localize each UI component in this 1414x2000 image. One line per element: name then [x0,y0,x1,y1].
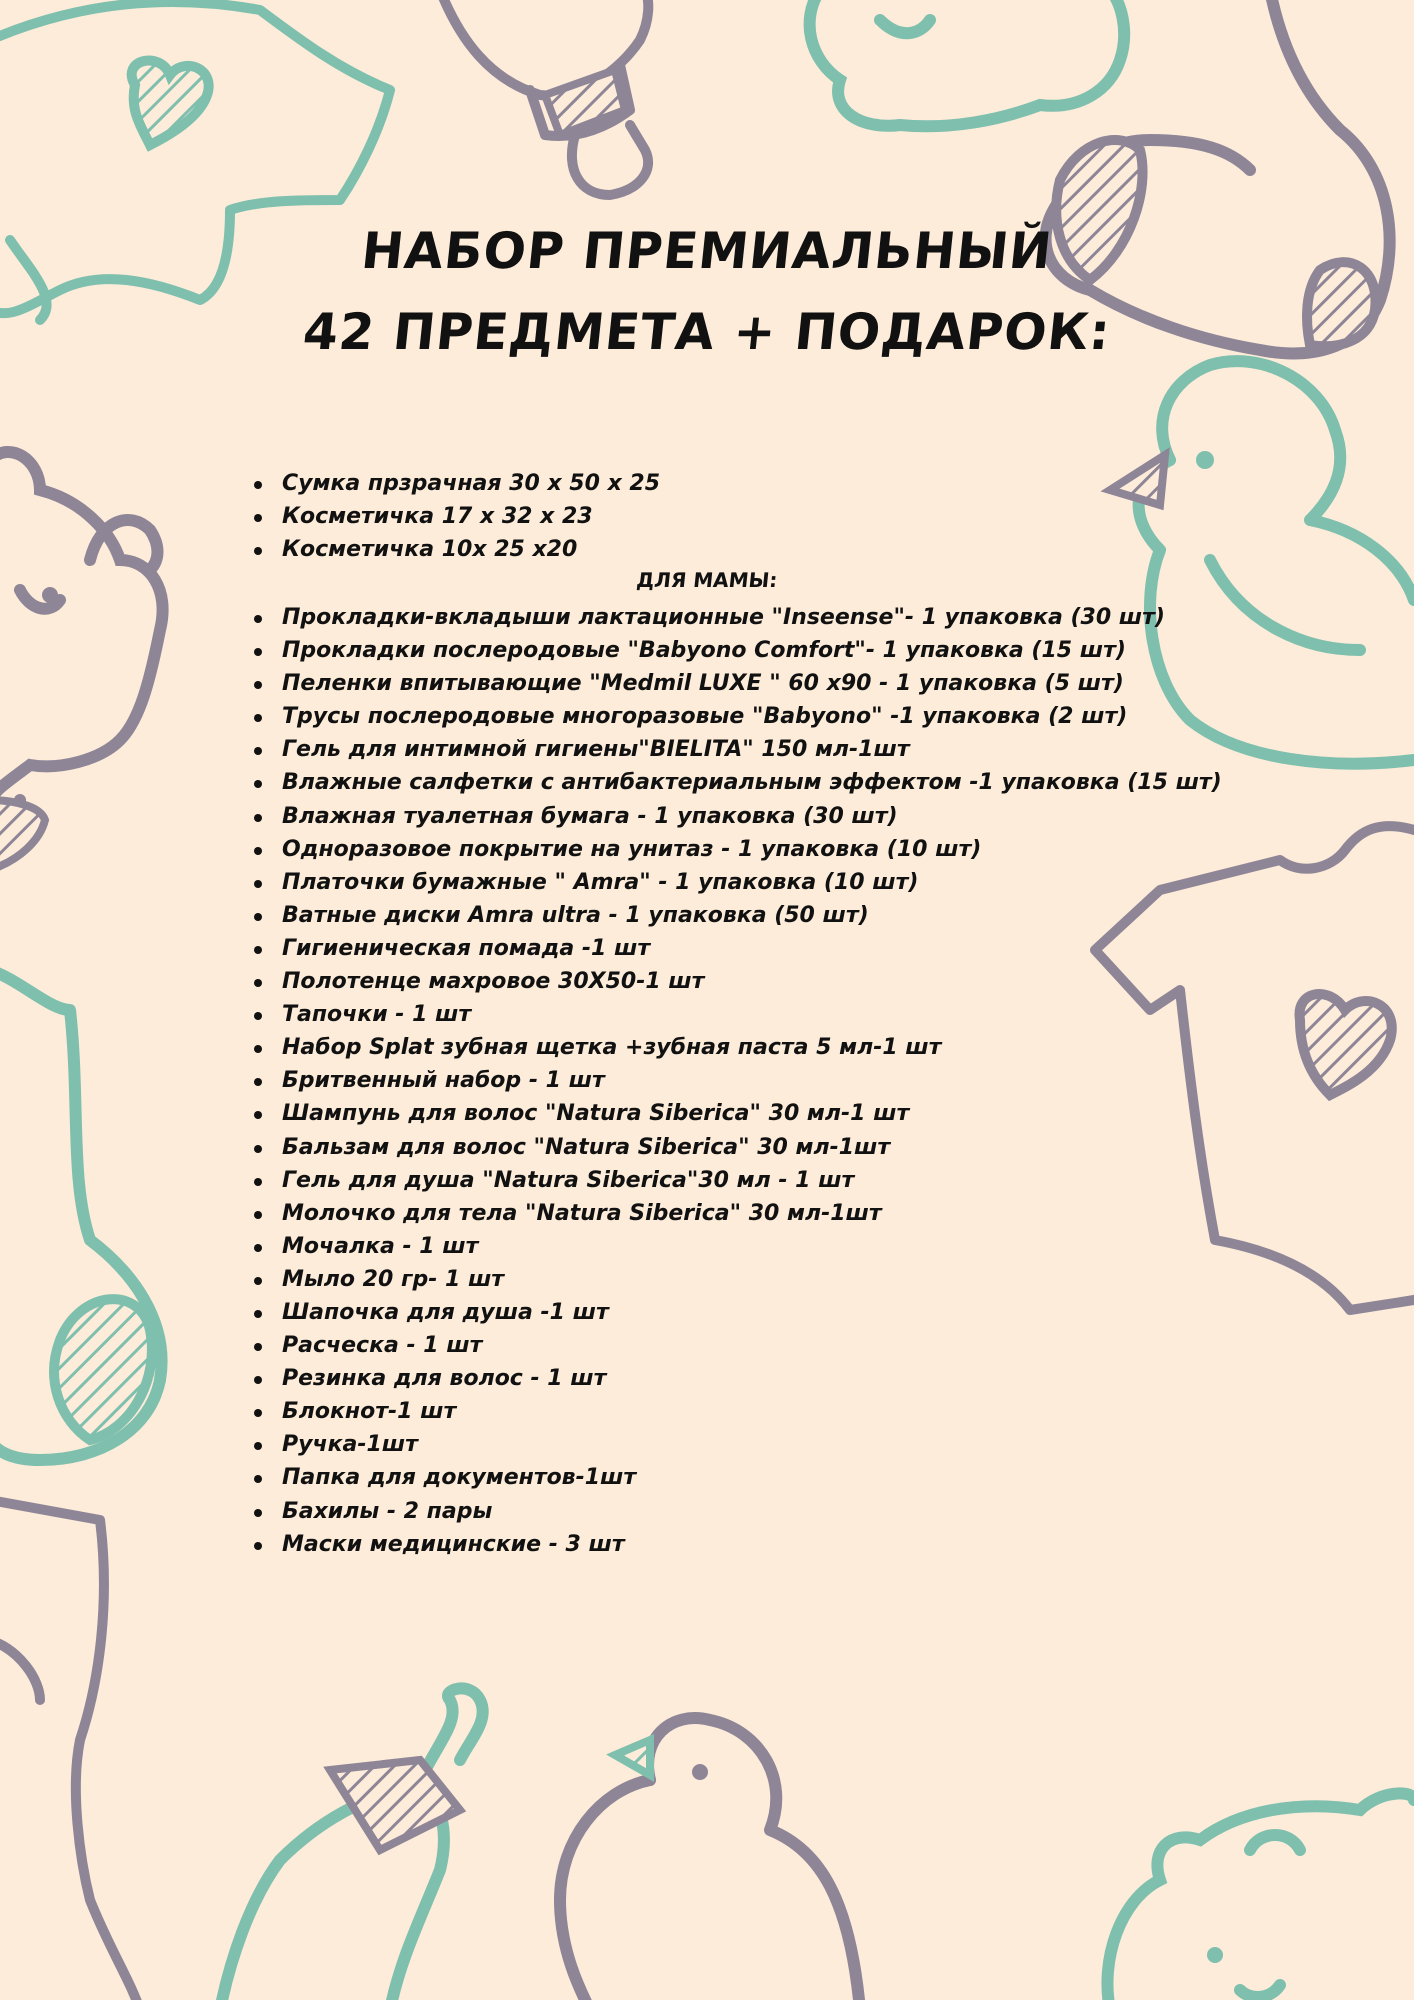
list-item: Гель для интимной гигиены"BIELITA" 150 мл-1шт [254,733,1254,766]
list-item: Расческа - 1 шт [254,1329,1254,1362]
list-item: Гигиеническая помада -1 шт [254,932,1254,965]
list-item: Бритвенный набор - 1 шт [254,1064,1254,1097]
page-title-line2: 42 ПРЕДМЕТА + ПОДАРОК: [300,303,1114,361]
list-item: Тапочки - 1 шт [254,998,1254,1031]
list-item: Блокнот-1 шт [254,1395,1254,1428]
list-item: Ручка-1шт [254,1428,1254,1461]
list-item: Шампунь для волос "Natura Siberica" 30 мл-1 шт [254,1097,1254,1130]
list-item: Прокладки послеродовые "Babyono Comfort"- 1 упаковка (15 шт) [254,634,1254,667]
list-item: Косметичка 17 х 32 х 23 [254,500,1254,533]
list-item: Шапочка для душа -1 шт [254,1296,1254,1329]
list-item: Пеленки впитывающие "Medmil LUXE " 60 х90 - 1 упаковка (5 шт) [254,667,1254,700]
onesie-doodle-bottom-left [0,1500,140,2000]
list-item: Мыло 20 гр- 1 шт [254,1263,1254,1296]
duck-doodle-bottom [560,1718,860,2000]
section-heading-mom: ДЛЯ МАМЫ: [635,568,779,592]
list-item: Влажная туалетная бумага - 1 упаковка (30 шт) [254,800,1254,833]
list-item: Одноразовое покрытие на унитаз - 1 упаковка (10 шт) [254,833,1254,866]
bear-doodle-bottom-right [1107,1793,1414,2000]
list-item: Бахилы - 2 пары [254,1495,1254,1528]
list-item: Маски медицинские - 3 шт [254,1528,1254,1561]
bottle-doodle-bottom [220,1688,483,2000]
list-item: Прокладки-вкладыши лактационные "Inseense"- 1 упаковка (30 шт) [254,601,1254,634]
list-item: Молочко для тела "Natura Siberica" 30 мл-1шт [254,1197,1254,1230]
list-item: Платочки бумажные " Amra" - 1 упаковка (10 шт) [254,866,1254,899]
list-item: Набор Splat зубная щетка +зубная паста 5 мл-1 шт [254,1031,1254,1064]
list-item: Папка для документов-1шт [254,1461,1254,1494]
bear-doodle-top [810,0,1125,126]
list-item: Резинка для волос - 1 шт [254,1362,1254,1395]
heart-doodle-right [1300,994,1392,1095]
list-item: Ватные диски Amra ultra - 1 упаковка (50 шт) [254,899,1254,932]
mom-items-list [254,601,1254,1561]
list-item: Полотенце махровое 30Х50-1 шт [254,965,1254,998]
list-item: Мочалка - 1 шт [254,1230,1254,1263]
list-item: Влажные салфетки с антибактериальным эффектом -1 упаковка (15 шт) [254,766,1254,799]
list-item: Трусы послеродовые многоразовые "Babyono" -1 упаковка (2 шт) [254,700,1254,733]
list-item: Бальзам для волос "Natura Siberica" 30 мл-1шт [254,1131,1254,1164]
heart-doodle-top-left [132,61,209,145]
list-item: Гель для душа "Natura Siberica"30 мл - 1 шт [254,1164,1254,1197]
top-items-list [254,467,1254,566]
list-item: Косметичка 10х 25 х20 [254,533,1254,566]
page-title-line1: НАБОР ПРЕМИАЛЬНЫЙ [358,222,1056,280]
list-item: Сумка прзрачная 30 х 50 х 25 [254,467,1254,500]
bear-doodle-left [0,452,163,860]
